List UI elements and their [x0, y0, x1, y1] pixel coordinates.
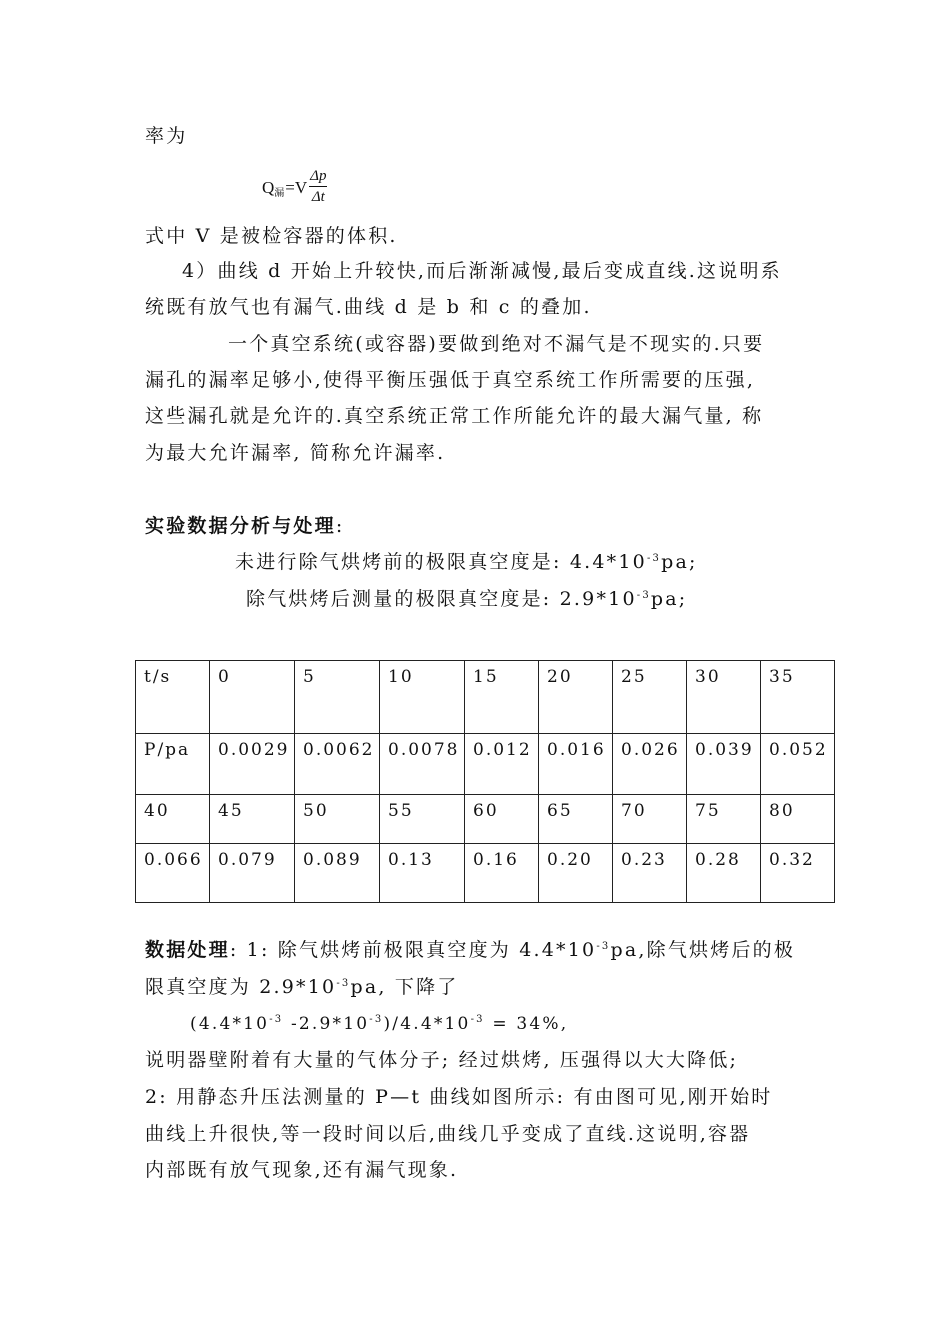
- table-row: [136, 795, 835, 844]
- text-line-13: [190, 1012, 568, 1036]
- text-line-6: 漏孔的漏率足够小,使得平衡压强低于真空系统工作所需要的压强,: [145, 369, 756, 391]
- table-cell: 30: [687, 661, 761, 734]
- text-line-1: 率为: [145, 125, 188, 147]
- table-cell: 0.13: [380, 844, 465, 903]
- text-line-8: 为最大允许漏率, 简称允许漏率.: [145, 442, 446, 464]
- line10-pre: 除气烘烤后测量的极限真空度是: 2.9*10: [246, 588, 637, 610]
- table-cell: 70: [613, 795, 687, 844]
- text-line-10: [246, 587, 687, 611]
- table-row: [136, 661, 835, 734]
- text-line-3: 4）曲线 d 开始上升较快,而后渐渐减慢,最后变成直线.这说明系: [182, 260, 782, 282]
- table-cell: 0.0062: [295, 734, 380, 795]
- formula-equals-v: =V: [285, 177, 308, 197]
- table-cell: 0.012: [465, 734, 539, 795]
- text-line-17: 内部既有放气现象,还有漏气现象.: [145, 1159, 459, 1181]
- table-cell: 20: [539, 661, 613, 734]
- line12-a: 限真空度为 2.9*10: [145, 976, 337, 998]
- text-line-16: 曲线上升很快,等一段时间以后,曲线几乎变成了直线.这说明,容器: [145, 1123, 751, 1145]
- line10-exp: -3: [636, 590, 651, 601]
- table-cell: 40: [136, 795, 210, 844]
- line13-exp1: -3: [269, 1014, 284, 1025]
- table-cell: 0.039: [687, 734, 761, 795]
- table-cell: 0.026: [613, 734, 687, 795]
- text-line-7: 这些漏孔就是允许的.真空系统正常工作所能允许的最大漏气量, 称: [145, 405, 764, 427]
- line12-b: pa, 下降了: [350, 976, 459, 998]
- data-table: [135, 660, 835, 903]
- table-cell: 35: [761, 661, 835, 734]
- line10-post: pa;: [650, 588, 688, 610]
- table-cell: 0.32: [761, 844, 835, 903]
- formula-fraction: [309, 168, 327, 207]
- table-cell: 0.079: [210, 844, 295, 903]
- formula-denominator: Δt: [311, 189, 325, 205]
- heading-processing-text: 数据处理: [145, 939, 230, 961]
- table-cell: 5: [295, 661, 380, 734]
- text-line-11: [145, 938, 795, 962]
- text-line-5: 一个真空系统(或容器)要做到绝对不漏气是不现实的.只要: [228, 333, 765, 355]
- table-cell: 0.23: [613, 844, 687, 903]
- line9-pre: 未进行除气烘烤前的极限真空度是: 4.4*10: [235, 551, 647, 573]
- table-cell: 0.052: [761, 734, 835, 795]
- text-line-15: 2: 用静态升压法测量的 P—t 曲线如图所示: 有由图可见,刚开始时: [145, 1086, 773, 1108]
- line13-b: -2.9*10: [283, 1014, 370, 1034]
- table-cell: 0.089: [295, 844, 380, 903]
- formula-q: Q: [262, 177, 275, 197]
- heading-analysis-text: 实验数据分析与处理: [145, 515, 336, 537]
- line13-d: = 34%,: [484, 1014, 569, 1034]
- table-row: [136, 844, 835, 903]
- table-cell: 55: [380, 795, 465, 844]
- table-cell: 0.0078: [380, 734, 465, 795]
- line13-exp3: -3: [470, 1014, 485, 1025]
- line13-c: )/4.4*10: [383, 1014, 471, 1034]
- table-cell: 10: [380, 661, 465, 734]
- line12-exp: -3: [336, 978, 351, 989]
- table-cell: 0: [210, 661, 295, 734]
- table-cell: 60: [465, 795, 539, 844]
- table-cell: 0.016: [539, 734, 613, 795]
- table-cell: 15: [465, 661, 539, 734]
- line13-exp2: -3: [369, 1014, 384, 1025]
- leak-rate-formula: [262, 168, 327, 207]
- table-cell: 50: [295, 795, 380, 844]
- section-heading-analysis: [145, 514, 344, 538]
- table-cell: 0.16: [465, 844, 539, 903]
- text-line-4: 统既有放气也有漏气.曲线 d 是 b 和 c 的叠加.: [145, 296, 592, 318]
- text-line-2: 式中 V 是被检容器的体积.: [145, 225, 398, 247]
- line11-exp: -3: [596, 941, 611, 952]
- table-cell: 0.0029: [210, 734, 295, 795]
- table-cell: 0.20: [539, 844, 613, 903]
- formula-numerator: Δp: [309, 168, 327, 187]
- table-cell: 80: [761, 795, 835, 844]
- heading-analysis-colon: :: [335, 515, 345, 537]
- text-line-9: [235, 550, 698, 574]
- line9-post: pa;: [661, 551, 698, 573]
- line11-a: : 1: 除气烘烤前极限真空度为 4.4*10: [229, 939, 597, 961]
- line9-exp: -3: [646, 553, 662, 564]
- table-cell: 25: [613, 661, 687, 734]
- line13-a: (4.4*10: [190, 1014, 270, 1034]
- line11-b: pa,除气烘烤后的极: [610, 939, 796, 961]
- text-line-14: 说明器壁附着有大量的气体分子; 经过烘烤, 压强得以大大降低;: [145, 1049, 739, 1071]
- table-cell: 65: [539, 795, 613, 844]
- table-cell: 45: [210, 795, 295, 844]
- table-cell: t/s: [136, 661, 210, 734]
- formula-subscript: 漏: [274, 188, 285, 199]
- text-line-12: [145, 975, 458, 999]
- table-row: [136, 734, 835, 795]
- table-cell: P/pa: [136, 734, 210, 795]
- table-cell: 0.066: [136, 844, 210, 903]
- table-cell: 0.28: [687, 844, 761, 903]
- table-cell: 75: [687, 795, 761, 844]
